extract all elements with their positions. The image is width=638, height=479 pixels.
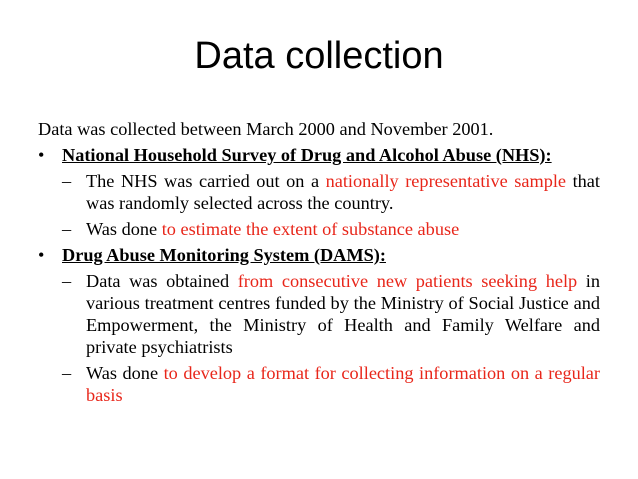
sub-item-text: Was done bbox=[86, 363, 164, 383]
sub-item-text: Data was obtained bbox=[86, 271, 238, 291]
dash-marker: – bbox=[62, 219, 72, 239]
highlight-text: to estimate the extent of substance abuse bbox=[161, 219, 460, 239]
highlight-text: nationally representative sample bbox=[325, 171, 567, 191]
intro-text: Data was collected between March 2000 and November 2001. bbox=[38, 119, 494, 139]
sub-item-text: in various treatment centres funded by the Ministry of Social Justice and Empowerment, the Ministry of Health and Family Welfare and private psychiatrists bbox=[86, 271, 600, 357]
sub-item-dams-source bbox=[38, 270, 600, 358]
bullet-dams bbox=[38, 244, 600, 266]
highlight-text: from consecutive new patients seeking help bbox=[237, 271, 578, 291]
highlight-text: to develop a format for collecting information on a regular basis bbox=[86, 363, 601, 405]
slide-title: Data collection bbox=[194, 35, 444, 77]
slide-body bbox=[38, 118, 600, 410]
sub-item-nhs-purpose bbox=[38, 218, 600, 240]
section-heading-nhs: National Household Survey of Drug and Alcohol Abuse (NHS): bbox=[62, 145, 552, 165]
dash-marker: – bbox=[62, 271, 72, 291]
sub-item-nhs-sample bbox=[38, 170, 600, 214]
sub-item-text: The NHS was carried out on a bbox=[86, 171, 326, 191]
bullet-nhs bbox=[38, 144, 600, 166]
bullet-marker: • bbox=[38, 145, 45, 165]
bullet-marker: • bbox=[38, 245, 45, 265]
sub-item-dams-purpose bbox=[38, 362, 600, 406]
sub-item-text: that was randomly selected across the country. bbox=[86, 171, 600, 213]
section-heading-dams: Drug Abuse Monitoring System (DAMS): bbox=[62, 245, 386, 265]
dash-marker: – bbox=[62, 363, 72, 383]
dash-marker: – bbox=[62, 171, 72, 191]
sub-item-text: Was done bbox=[86, 219, 162, 239]
